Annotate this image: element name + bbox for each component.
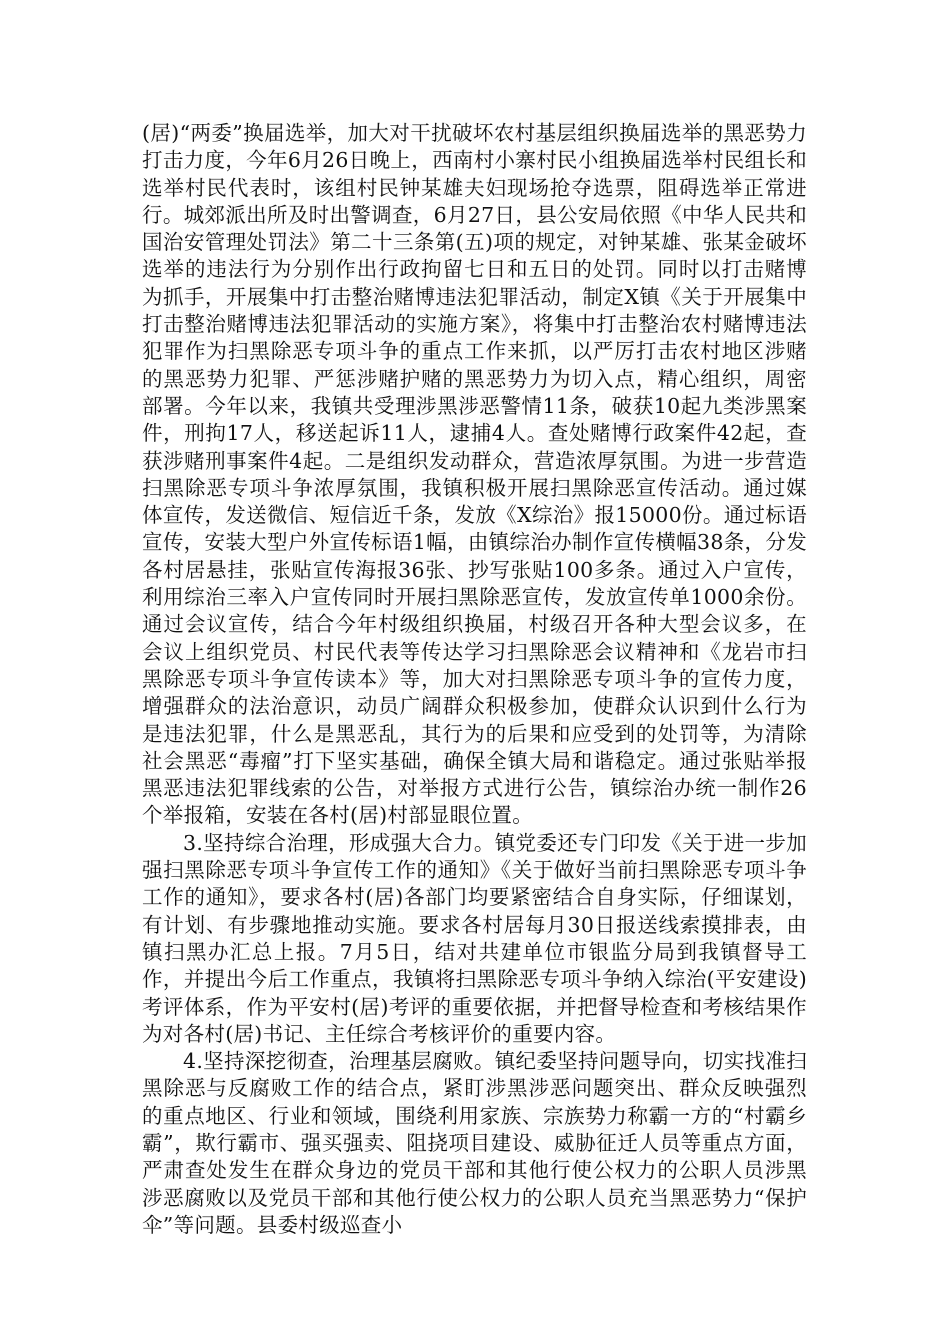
paragraph-anti-corruption: 4.坚持深挖彻查，治理基层腐败。镇纪委坚持问题导向，切实找准扫黑除恶与反腐败工作的结合点，紧盯涉黑涉恶问题突出、群众反映强烈的重点地区、行业和领域，围绕利用家族、宗族势力称霸一方的“村霸乡霸”，欺行霸市、强买强卖、阻挠项目建设、威胁征迁人员等重点方面，严肃查处发生在群众身边的党员干部和其他行使公权力的公职人员涉黑涉恶腐败以及党员干部和其他行使公权力的公职人员充当黑恶势力“保护伞”等问题。县委村级巡查小 — [142, 1049, 807, 1237]
document-body — [142, 120, 807, 1239]
paragraph-continuation: (居)“两委”换届选举，加大对干扰破坏农村基层组织换届选举的黑恶势力打击力度，今年6月26日晚上，西南村小寨村民小组换届选举村民组长和选举村民代表时，该组村民钟某雄夫妇现场抢夺选票，阻碍选举正常进行。城郊派出所及时出警调查，6月27日，县公安局依照《中华人民共和国治安管理处罚法》第二十三条第(五)项的规定，对钟某雄、张某金破坏选举的违法行为分别作出行政拘留七日和五日的处罚。同时以打击赌博为抓手，开展集中打击整治赌博违法犯罪活动，制定X镇《关于开展集中打击整治赌博违法犯罪活动的实施方案》，将集中打击整治农村赌博违法犯罪作为扫黑除恶专项斗争的重点工作来抓，以严厉打击农村地区涉赌的黑恶势力犯罪、严惩涉赌护赌的黑恶势力为切入点，精心组织，周密部署。今年以来，我镇共受理涉黑涉恶警情11条，破获10起九类涉黑案件，刑拘17人，移送起诉11人，逮捕4人。查处赌博行政案件42起，查获涉赌刑事案件4起。二是组织发动群众，营造浓厚氛围。为进一步营造扫黑除恶专项斗争浓厚氛围，我镇积极开展扫黑除恶宣传活动。通过媒体宣传，发送微信、短信近千条，发放《X综治》报15000份。通过标语宣传，安装大型户外宣传标语1幅，由镇综治办制作宣传横幅38条，分发各村居悬挂，张贴宣传海报36张、抄写张贴100多条。通过入户宣传，利用综治三率入户宣传同时开展扫黑除恶宣传，发放宣传单1000余份。通过会议宣传，结合今年村级组织换届，村级召开各种大型会议多，在会议上组织党员、村民代表等传达学习扫黑除恶会议精神和《龙岩市扫黑除恶专项斗争宣传读本》等，加大对扫黑除恶专项斗争的宣传力度，增强群众的法治意识，动员广阔群众积极参加，使群众认识到什么行为是违法犯罪，什么是黑恶乱，其行为的后果和应受到的处罚等，为清除社会黑恶“毒瘤”打下坚实基础，确保全镇大局和谐稳定。通过张贴举报黑恶违法犯罪线索的公告，对举报方式进行公告，镇综治办统一制作26个举报箱，安装在各村(居)村部显眼位置。 — [142, 121, 807, 828]
paragraph-comprehensive-governance: 3.坚持综合治理，形成强大合力。镇党委还专门印发《关于进一步加强扫黑除恶专项斗争宣传工作的通知》《关于做好当前扫黑除恶专项斗争工作的通知》，要求各村(居)各部门均要紧密结合自身实际，仔细谋划，有计划、有步骤地推动实施。要求各村居每月30日报送线索摸排表，由镇扫黑办汇总上报。7月5日，结对共建单位市银监分局到我镇督导工作，并提出今后工作重点，我镇将扫黑除恶专项斗争纳入综治(平安建设)考评体系，作为平安村(居)考评的重要依据，并把督导检查和考核结果作为对各村(居)书记、主任综合考核评价的重要内容。 — [142, 830, 807, 1046]
